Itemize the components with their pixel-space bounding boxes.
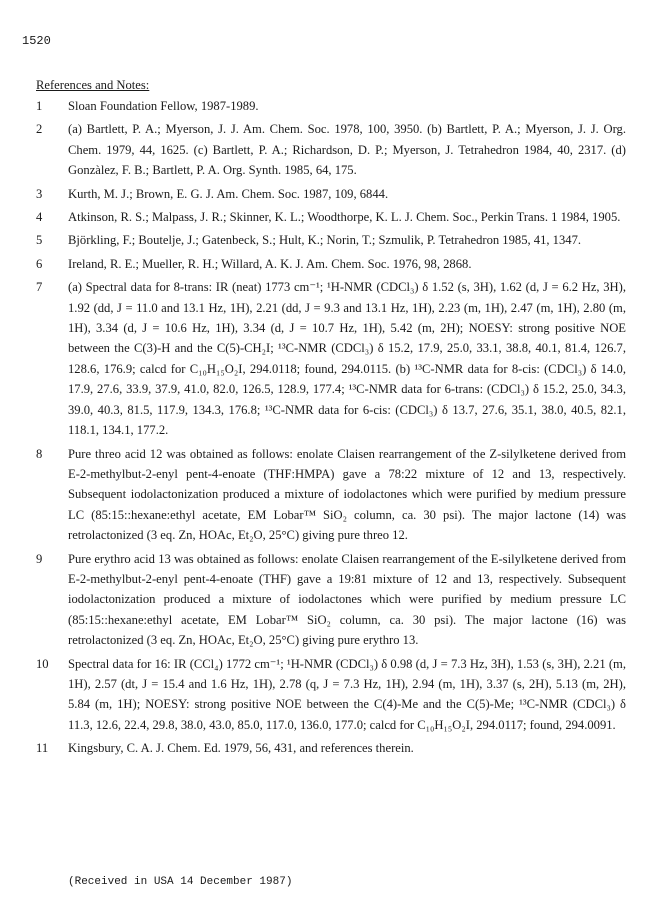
- reference-item: [36, 738, 626, 758]
- reference-item: [36, 444, 626, 546]
- reference-number: 5: [36, 233, 43, 248]
- reference-number: 10: [36, 656, 49, 671]
- reference-item: [36, 96, 626, 116]
- reference-number: 2: [36, 122, 43, 137]
- reference-text: Pure erythro acid 13 was obtained as follows: enolate Claisen rearrangement of the E-silylketene derived from E-2-methylbut-2-enyl pent-4-enoate (THF) gave a 19:81 mixture of 12 and 13, respectively. Subsequent iodolactonization produced a mixture of iodolactones which were purified by medium pressure LC (85:15::hexane:ethyl acetate, EM Lobar™ SiO₂ column, ca. 30 psi). The major lactone (16) was retrolactonized (3 eq. Zn, HOAc, Et₂O, 25°C) giving pure erythro 13.: [68, 551, 626, 648]
- reference-item: [36, 230, 626, 250]
- reference-text: (a) Spectral data for 8-trans: IR (neat) 1773 cm⁻¹; ¹H-NMR (CDCl₃) δ 1.52 (s, 3H), 1.62 (d, J = 6.2 Hz, 3H), 1.92 (dd, J = 11.0 and 13.1 Hz, 1H), 2.21 (dd, J = 9.3 and 13.1 Hz, 1H), 2.23 (m, 1H), 2.47 (m, 1H), 2.80 (m, 1H), 3.34 (d, J = 10.6 Hz, 1H), 3.34 (d, J = 10.7 Hz, 1H), 5.42 (m, 2H); NOESY: strong positive NOE between the C(3)-H and the C(5)-CH₂I; ¹³C-NMR (CDCl₃) δ 15.2, 17.9, 25.0, 33.1, 38.8, 40.1, 81.4, 126.7, 128.6, 176.9; calcd for C₁₀H₁₅O₂I, 294.0118; found, 294.0115. (b) ¹³C-NMR data for 8-cis: (CDCl₃) δ 14.0, 17.9, 27.6, 33.9, 37.9, 41.0, 82.0, 126.5, 128.9, 177.4; ¹³C-NMR data for 6-trans: (CDCl₃) δ 15.2, 25.0, 34.3, 39.0, 40.3, 81.5, 117.9, 134.3, 176.8; ¹³C-NMR data for 6-cis: (CDCl₃) δ 13.7, 27.6, 35.1, 38.0, 40.5, 82.1, 118.1, 134.1, 177.2.: [68, 280, 626, 438]
- reference-item: [36, 184, 626, 204]
- reference-text: Ireland, R. E.; Mueller, R. H.; Willard, A. K. J. Am. Chem. Soc. 1976, 98, 2868.: [68, 256, 472, 271]
- reference-text: Sloan Foundation Fellow, 1987-1989.: [68, 99, 259, 113]
- reference-text: Björkling, F.; Boutelje, J.; Gatenbeck, S.; Hult, K.; Norin, T.; Szmulik, P. Tetrahedron 1985, 41, 1347.: [68, 233, 582, 248]
- reference-number: 11: [36, 741, 49, 756]
- reference-text: (a) Bartlett, P. A.; Myerson, J. J. Am. Chem. Soc. 1978, 100, 3950. (b) Bartlett, P. A.; Myerson, J. J. Org. Chem. 1979, 44, 1625. (c) Bartlett, P. A.; Richardson, D. P.; Myerson, J. Tetrahedron 1984, 40, 2317. (d) Gonzàlez, F. B.; Bartlett, P. A. Org. Synth. 1985, 64, 175.: [68, 122, 626, 178]
- received-date: (Received in USA 14 December 1987): [68, 876, 293, 888]
- reference-text: Kingsbury, C. A. J. Chem. Ed. 1979, 56, 431, and references therein.: [68, 741, 414, 756]
- reference-item: [36, 119, 626, 180]
- reference-number: 7: [36, 280, 43, 295]
- references-heading: References and Notes:: [36, 78, 150, 92]
- reference-item: [36, 254, 626, 274]
- reference-text: Kurth, M. J.; Brown, E. G. J. Am. Chem. Soc. 1987, 109, 6844.: [68, 186, 389, 201]
- reference-number: 1: [36, 99, 43, 113]
- references-list: [36, 96, 626, 762]
- reference-item: [36, 207, 626, 227]
- reference-text: Atkinson, R. S.; Malpass, J. R.; Skinner, K. L.; Woodthorpe, K. L. J. Chem. Soc., Perkin Trans. 1 1984, 1905.: [68, 210, 621, 225]
- reference-number: 9: [36, 551, 43, 566]
- reference-item: [36, 549, 626, 651]
- reference-item: [36, 277, 626, 440]
- reference-text: Pure threo acid 12 was obtained as follows: enolate Claisen rearrangement of the Z-silylketene derived from E-2-methylbut-2-enyl pent-4-enoate (THF:HMPA) gave a 78:22 mixture of 12 and 13, respectively. Subsequent iodolactonization produced a mixture of iodolactones which were purified by medium pressure LC (85:15::hexane:ethyl acetate, EM Lobar™ SiO₂ column, ca. 30 psi). The major lactone (14) was retrolactonized (3 eq. Zn, HOAc, Et₂O, 25°C) giving pure threo 12.: [68, 446, 626, 543]
- page-number: 1520: [22, 34, 51, 48]
- reference-number: 8: [36, 446, 43, 461]
- reference-number: 6: [36, 256, 43, 271]
- reference-item: [36, 654, 626, 736]
- reference-text: Spectral data for 16: IR (CCl₄) 1772 cm⁻¹; ¹H-NMR (CDCl₃) δ 0.98 (d, J = 7.3 Hz, 3H), 1.53 (s, 3H), 2.21 (m, 1H), 2.57 (dt, J = 15.4 and 1.6 Hz, 1H), 2.78 (q, J = 7.3 Hz, 1H), 2.94 (m, 1H), 3.37 (s, 2H), 5.13 (m, 2H), 5.84 (m, 1H); NOESY: strong positive NOE between the C(4)-Me and the C(5)-Me; ¹³C-NMR (CDCl₃) δ 11.3, 12.6, 22.4, 29.8, 38.0, 43.0, 85.0, 117.0, 136.0, 177.0; calcd for C₁₀H₁₅O₂I, 294.0117; found, 294.0091.: [68, 656, 626, 732]
- reference-number: 3: [36, 186, 43, 201]
- reference-number: 4: [36, 210, 43, 225]
